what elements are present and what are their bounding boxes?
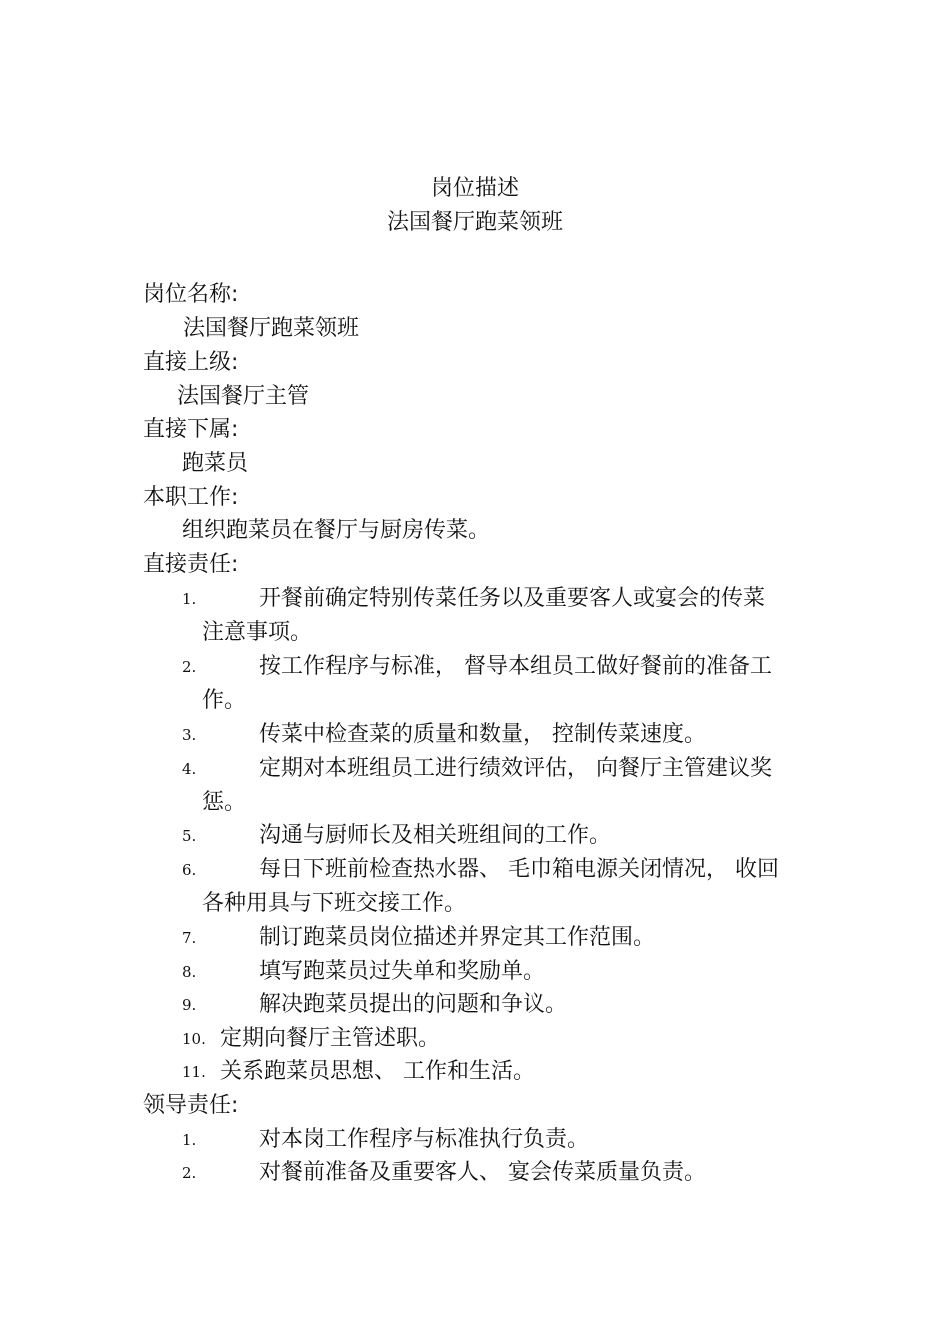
duty-label: 本职工作:	[143, 485, 239, 510]
item-text: 开餐前确定特别传菜任务以及重要客人或宴会的传菜	[259, 586, 766, 611]
item-number: 9.	[182, 996, 197, 1014]
subordinate-value: 跑菜员	[182, 451, 249, 476]
direct-responsibilities-label: 直接责任:	[143, 552, 239, 577]
item-text: 关系跑菜员思想、 工作和生活。	[220, 1059, 535, 1084]
item-text: 定期对本班组员工进行绩效评估， 向餐厅主管建议奖	[259, 756, 772, 781]
item-number: 5.	[182, 827, 197, 845]
item-text-continued: 作。	[202, 688, 247, 713]
item-text: 对餐前准备及重要客人、 宴会传菜质量负责。	[259, 1160, 706, 1185]
item-text: 定期向餐厅主管述职。	[220, 1026, 441, 1051]
item-number: 11.	[182, 1063, 206, 1081]
item-number: 1.	[182, 590, 197, 608]
item-text-continued: 各种用具与下班交接工作。	[202, 891, 467, 916]
item-text: 传菜中检查菜的质量和数量， 控制传菜速度。	[259, 722, 706, 747]
superior-label: 直接上级:	[143, 350, 239, 375]
duty-value: 组织跑菜员在餐厅与厨房传菜。	[182, 518, 491, 543]
item-text: 制订跑菜员岗位描述并界定其工作范围。	[259, 925, 656, 950]
item-number: 7.	[182, 929, 197, 947]
item-text-continued: 注意事项。	[202, 620, 313, 645]
item-number: 6.	[182, 861, 197, 879]
item-number: 2.	[182, 1164, 197, 1182]
position-label: 岗位名称:	[143, 282, 239, 307]
item-number: 2.	[182, 658, 197, 676]
item-text: 填写跑菜员过失单和奖励单。	[259, 959, 546, 984]
item-text: 解决跑菜员提出的问题和争议。	[259, 992, 568, 1017]
item-text: 对本岗工作程序与标准执行负责。	[259, 1127, 590, 1152]
document-subtitle: 法国餐厅跑菜领班	[386, 210, 563, 235]
position-value: 法国餐厅跑菜领班	[183, 316, 360, 341]
item-number: 8.	[182, 963, 197, 981]
document-title: 岗位描述	[430, 176, 519, 201]
item-number: 4.	[182, 760, 197, 778]
leadership-responsibilities-label: 领导责任:	[143, 1093, 239, 1118]
subordinate-label: 直接下属:	[143, 417, 239, 442]
item-number: 1.	[182, 1131, 197, 1149]
item-text: 沟通与厨师长及相关班组间的工作。	[259, 823, 612, 848]
item-text: 每日下班前检查热水器、 毛巾箱电源关闭情况， 收回	[259, 857, 779, 882]
superior-value: 法国餐厅主管	[177, 384, 310, 409]
item-number: 10.	[182, 1030, 206, 1048]
item-number: 3.	[182, 726, 197, 744]
item-text-continued: 惩。	[202, 790, 247, 815]
item-text: 按工作程序与标准， 督导本组员工做好餐前的准备工	[259, 654, 772, 679]
